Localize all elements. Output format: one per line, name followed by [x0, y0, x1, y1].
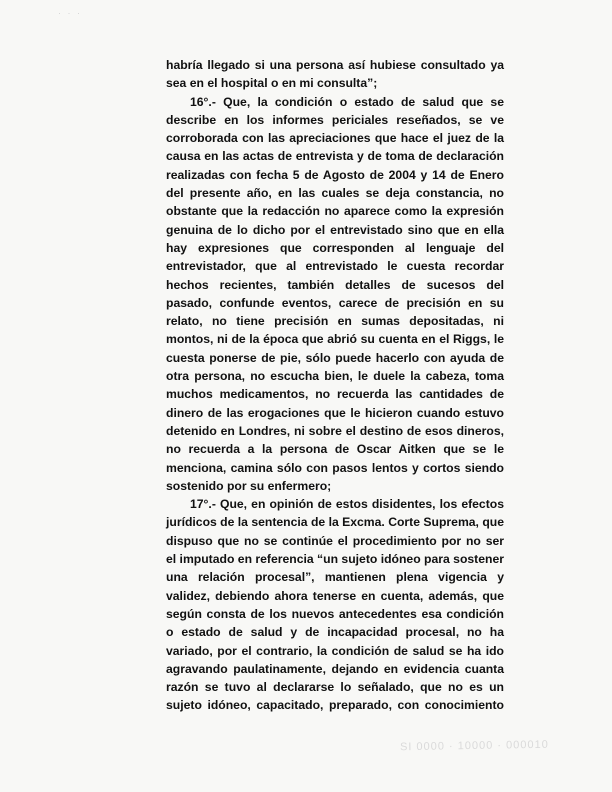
text-line: causa en las actas de entrevista y de toma de declaración — [166, 149, 504, 164]
text-line: variado, por el contrario, la condición de salud se ha ido — [166, 643, 504, 658]
scan-artifact-mark: · · · — [58, 8, 82, 18]
faint-bleedthrough-stamp: SI 0000 · 10000 · 000010 — [399, 738, 549, 754]
text-line: muchos medicamentos, no recuerda las cantidades de — [166, 387, 504, 402]
text-line: razón se tuvo al declararse lo señalado, que no es un — [166, 680, 504, 695]
text-line: hechos recientes, también detalles de sucesos del — [166, 277, 504, 292]
text-line: corroborada con las apreciaciones que hace el juez de la — [166, 131, 504, 146]
text-line: entrevistador, que al entrevistado le cuesta recordar — [166, 259, 504, 274]
text-line: agravando paulatinamente, dejando en evidencia cuanta — [166, 661, 504, 676]
text-line: hay expresiones que corresponden al lenguaje del — [166, 240, 504, 255]
text-line: relato, no tiene precisión en sumas depositadas, ni — [166, 314, 504, 329]
text-line: realizadas con fecha 5 de Agosto de 2004 y 14 de Enero — [166, 167, 504, 182]
text-line: habría llegado si una persona así hubiese consultado ya — [166, 58, 504, 72]
text-line: dispuso que no se continúe el procedimiento por no ser — [166, 533, 504, 548]
paragraph-17-start: 17°.- Que, en opinión de estos disidentes, los efectos — [190, 497, 504, 512]
text-line: sujeto idóneo, capacitado, preparado, con conocimiento — [166, 698, 504, 713]
text-line: detenido en Londres, ni sobre el destino de esos dineros, — [166, 423, 504, 438]
text-line: cuesta ponerse de pie, sólo puede hacerlo con ayuda de — [166, 350, 504, 365]
text-line: o estado de salud y de incapacidad procesal, no ha — [166, 625, 504, 640]
text-line: menciona, camina sólo con pasos lentos y cortos siendo — [166, 460, 504, 475]
text-line: genuina de lo dicho por el entrevistado sino que en ella — [166, 222, 504, 237]
text-line: del presente año, en las cuales se deja constancia, no — [166, 186, 504, 201]
text-line: validez, debiendo ahora tenerse en cuenta, además, que — [166, 588, 504, 603]
body-text — [166, 56, 504, 715]
text-line: una relación procesal”, mantienen plena vigencia y — [166, 570, 504, 585]
text-line: pasado, confunde eventos, carece de precisión en su — [166, 295, 504, 310]
text-line: jurídicos de la sentencia de la Excma. Corte Suprema, que — [166, 515, 504, 530]
text-line: obstante que la redacción no aparece como la expresión — [166, 204, 504, 219]
text-line: describe en los informes periciales reseñados, se ve — [166, 112, 504, 127]
text-line: no recuerda a la persona de Oscar Aitken que se le — [166, 442, 504, 457]
paragraph-16-start: 16°.- Que, la condición o estado de salud que se — [190, 94, 504, 109]
text-line: según consta de los nuevos antecedentes esa condición — [166, 606, 504, 621]
text-line: dinero de las erogaciones que le hicieron cuando estuvo — [166, 405, 504, 420]
text-line: el imputado en referencia “un sujeto idóneo para sostener — [166, 552, 504, 567]
text-line: sea en el hospital o en mi consulta”; — [166, 76, 378, 91]
text-line: otra persona, no escucha bien, le duele la cabeza, toma — [166, 369, 504, 384]
text-line: sostenido por su enfermero; — [166, 478, 332, 493]
text-line: montos, ni de la época que abrió su cuenta en el Riggs, le — [166, 332, 504, 347]
